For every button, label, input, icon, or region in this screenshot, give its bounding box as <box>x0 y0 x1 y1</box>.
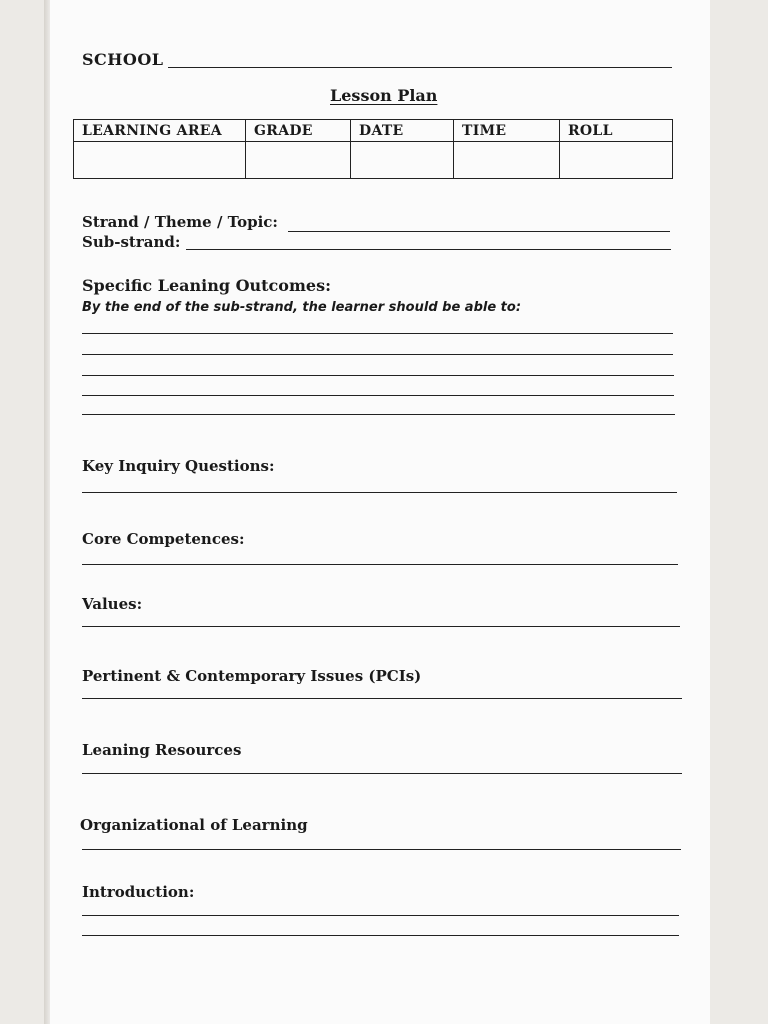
strand-line[interactable] <box>288 231 670 232</box>
grade-cell[interactable] <box>246 142 351 179</box>
organization-line[interactable] <box>82 849 681 850</box>
pcis-line[interactable] <box>82 698 682 699</box>
strand-label: Strand / Theme / Topic: <box>82 213 278 231</box>
pcis-label: Pertinent & Contemporary Issues (PCIs) <box>82 667 422 685</box>
roll-cell[interactable] <box>560 142 673 179</box>
roll-header: ROLL <box>560 120 673 142</box>
outcome-line-5[interactable] <box>82 414 675 415</box>
date-cell[interactable] <box>351 142 454 179</box>
inquiry-line[interactable] <box>82 492 677 493</box>
table-header-row <box>74 120 673 142</box>
outcomes-label: Specific Leaning Outcomes: <box>82 276 331 295</box>
outcome-line-2[interactable] <box>82 354 673 355</box>
resources-label: Leaning Resources <box>82 741 242 759</box>
outcome-line-4[interactable] <box>82 395 674 396</box>
learning-area-header: LEARNING AREA <box>74 120 246 142</box>
introduction-line-2[interactable] <box>82 935 679 936</box>
time-header: TIME <box>454 120 560 142</box>
grade-header: GRADE <box>246 120 351 142</box>
organization-label: Organizational of Learning <box>80 816 308 834</box>
time-cell[interactable] <box>454 142 560 179</box>
sub-strand-line[interactable] <box>186 249 671 250</box>
school-line[interactable] <box>168 67 672 68</box>
learning-area-cell[interactable] <box>74 142 246 179</box>
resources-line[interactable] <box>82 773 682 774</box>
school-label: SCHOOL <box>82 50 164 69</box>
outcome-line-1[interactable] <box>82 333 673 334</box>
competences-label: Core Competences: <box>82 530 245 548</box>
outcome-line-3[interactable] <box>82 375 674 376</box>
sub-strand-label: Sub-strand: <box>82 233 181 251</box>
date-header: DATE <box>351 120 454 142</box>
values-label: Values: <box>82 595 143 613</box>
introduction-label: Introduction: <box>82 883 195 901</box>
values-line[interactable] <box>82 626 680 627</box>
page-title: Lesson Plan <box>330 86 438 105</box>
lesson-info-table <box>73 119 673 179</box>
table-row <box>74 142 673 179</box>
introduction-line-1[interactable] <box>82 915 679 916</box>
inquiry-label: Key Inquiry Questions: <box>82 457 275 475</box>
outcomes-intro: By the end of the sub-strand, the learner should be able to: <box>82 300 522 315</box>
competences-line[interactable] <box>82 564 678 565</box>
